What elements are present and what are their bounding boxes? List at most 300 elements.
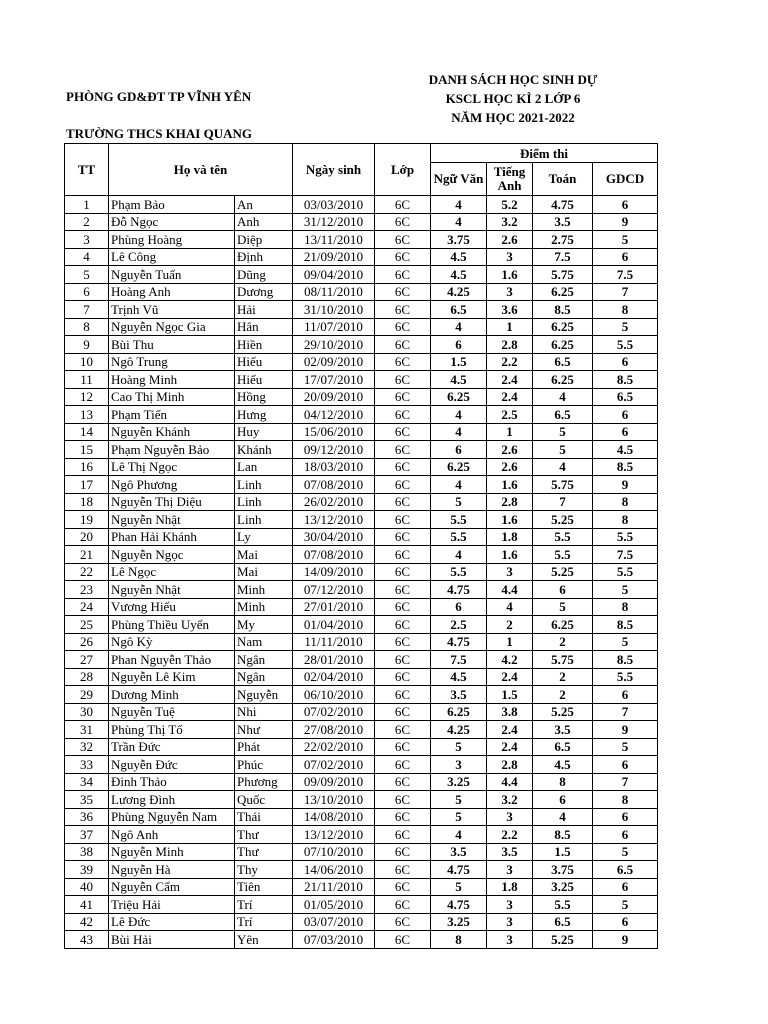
table-row <box>65 703 658 721</box>
table-row <box>65 896 658 914</box>
row-tt: 36 <box>65 808 109 826</box>
row-tt: 37 <box>65 826 109 844</box>
row-given-name: Anh <box>235 213 293 231</box>
row-surname: Nguyễn Minh <box>109 843 235 861</box>
row-class: 6C <box>375 598 431 616</box>
document-title <box>400 70 626 127</box>
table-row <box>65 231 658 249</box>
row-given-name: Trí <box>235 913 293 931</box>
row-score-toan: 5 <box>533 598 593 616</box>
table-row <box>65 598 658 616</box>
row-score-toan: 5.5 <box>533 546 593 564</box>
row-score-gdcd: 7 <box>593 773 658 791</box>
row-score-van: 6.25 <box>431 388 487 406</box>
row-class: 6C <box>375 441 431 459</box>
table-row <box>65 458 658 476</box>
row-class: 6C <box>375 493 431 511</box>
row-tt: 11 <box>65 371 109 389</box>
row-given-name: Nam <box>235 633 293 651</box>
row-score-gdcd: 9 <box>593 476 658 494</box>
row-given-name: Mai <box>235 546 293 564</box>
row-score-van: 4 <box>431 546 487 564</box>
row-score-gdcd: 8 <box>593 598 658 616</box>
row-given-name: Quốc <box>235 791 293 809</box>
row-given-name: Phúc <box>235 756 293 774</box>
row-score-gdcd: 8 <box>593 791 658 809</box>
row-dob: 20/09/2010 <box>293 388 375 406</box>
row-dob: 14/06/2010 <box>293 861 375 879</box>
row-score-toan: 4 <box>533 808 593 826</box>
department-name: PHÒNG GD&ĐT TP VĨNH YÊN <box>66 89 252 104</box>
row-class: 6C <box>375 686 431 704</box>
row-surname: Bùi Hải <box>109 931 235 949</box>
row-score-toan: 5.75 <box>533 651 593 669</box>
row-tt: 15 <box>65 441 109 459</box>
table-row <box>65 266 658 284</box>
row-tt: 19 <box>65 511 109 529</box>
row-score-anh: 3.2 <box>487 213 533 231</box>
row-given-name: Linh <box>235 511 293 529</box>
header-scores: Điểm thi <box>431 144 658 163</box>
row-score-anh: 3 <box>487 931 533 949</box>
row-score-gdcd: 6 <box>593 756 658 774</box>
row-class: 6C <box>375 861 431 879</box>
row-surname: Phùng Thị Tố <box>109 721 235 739</box>
table-row <box>65 301 658 319</box>
table-row <box>65 511 658 529</box>
row-dob: 14/09/2010 <box>293 563 375 581</box>
row-score-anh: 4 <box>487 598 533 616</box>
row-given-name: Ngân <box>235 651 293 669</box>
row-surname: Ngô Kỳ <box>109 633 235 651</box>
row-score-anh: 3 <box>487 913 533 931</box>
student-score-table <box>64 143 658 949</box>
row-class: 6C <box>375 773 431 791</box>
row-score-toan: 6.25 <box>533 336 593 354</box>
table-row <box>65 861 658 879</box>
row-class: 6C <box>375 248 431 266</box>
row-dob: 02/09/2010 <box>293 353 375 371</box>
row-class: 6C <box>375 756 431 774</box>
row-given-name: Ngân <box>235 668 293 686</box>
header-dob: Ngày sinh <box>293 144 375 196</box>
row-given-name: Khánh <box>235 441 293 459</box>
table-row <box>65 738 658 756</box>
row-score-anh: 4.2 <box>487 651 533 669</box>
row-score-toan: 3.25 <box>533 878 593 896</box>
row-tt: 22 <box>65 563 109 581</box>
table-row <box>65 931 658 949</box>
row-class: 6C <box>375 651 431 669</box>
row-tt: 20 <box>65 528 109 546</box>
row-dob: 08/11/2010 <box>293 283 375 301</box>
row-dob: 13/12/2010 <box>293 511 375 529</box>
table-row <box>65 843 658 861</box>
row-class: 6C <box>375 826 431 844</box>
row-given-name: Yên <box>235 931 293 949</box>
row-score-toan: 1.5 <box>533 843 593 861</box>
row-score-van: 6.5 <box>431 301 487 319</box>
row-surname: Phan Hải Khánh <box>109 528 235 546</box>
row-score-toan: 6.5 <box>533 406 593 424</box>
row-dob: 27/01/2010 <box>293 598 375 616</box>
row-score-anh: 1.6 <box>487 476 533 494</box>
header-tt: TT <box>65 144 109 196</box>
row-dob: 07/10/2010 <box>293 843 375 861</box>
row-score-van: 4.75 <box>431 581 487 599</box>
row-score-anh: 3 <box>487 248 533 266</box>
row-class: 6C <box>375 336 431 354</box>
table-row <box>65 686 658 704</box>
row-given-name: Linh <box>235 476 293 494</box>
row-score-anh: 1.5 <box>487 686 533 704</box>
row-tt: 29 <box>65 686 109 704</box>
row-score-gdcd: 6 <box>593 878 658 896</box>
row-surname: Bùi Thu <box>109 336 235 354</box>
row-score-toan: 8.5 <box>533 826 593 844</box>
row-score-toan: 5 <box>533 441 593 459</box>
row-dob: 11/11/2010 <box>293 633 375 651</box>
row-score-toan: 4 <box>533 458 593 476</box>
row-score-toan: 8 <box>533 773 593 791</box>
row-score-anh: 3.8 <box>487 703 533 721</box>
row-surname: Triệu Hải <box>109 896 235 914</box>
row-dob: 18/03/2010 <box>293 458 375 476</box>
row-surname: Trịnh Vũ <box>109 301 235 319</box>
row-score-anh: 2.6 <box>487 231 533 249</box>
row-given-name: Phương <box>235 773 293 791</box>
row-given-name: Mai <box>235 563 293 581</box>
row-class: 6C <box>375 581 431 599</box>
row-score-anh: 1 <box>487 633 533 651</box>
row-dob: 09/09/2010 <box>293 773 375 791</box>
row-score-gdcd: 5 <box>593 843 658 861</box>
title-line-2: KSCL HỌC KÌ 2 LỚP 6 <box>445 91 581 106</box>
row-given-name: Hưng <box>235 406 293 424</box>
row-score-anh: 2.4 <box>487 668 533 686</box>
row-class: 6C <box>375 388 431 406</box>
row-score-anh: 2.2 <box>487 353 533 371</box>
title-line-3: NĂM HỌC 2021-2022 <box>451 110 575 125</box>
row-dob: 01/04/2010 <box>293 616 375 634</box>
row-surname: Ngô Trung <box>109 353 235 371</box>
row-score-gdcd: 6 <box>593 423 658 441</box>
table-body <box>65 196 658 949</box>
row-score-van: 4.75 <box>431 633 487 651</box>
row-given-name: Hân <box>235 318 293 336</box>
row-score-gdcd: 5 <box>593 581 658 599</box>
row-surname: Lê Đức <box>109 913 235 931</box>
row-score-toan: 5.75 <box>533 476 593 494</box>
row-score-toan: 7 <box>533 493 593 511</box>
row-surname: Phạm Tiến <box>109 406 235 424</box>
table-row <box>65 213 658 231</box>
row-score-anh: 2.6 <box>487 441 533 459</box>
row-score-gdcd: 6 <box>593 406 658 424</box>
table-row <box>65 826 658 844</box>
row-score-van: 4 <box>431 406 487 424</box>
row-score-gdcd: 5.5 <box>593 668 658 686</box>
row-score-anh: 2.8 <box>487 493 533 511</box>
row-score-toan: 3.75 <box>533 861 593 879</box>
row-score-anh: 4.4 <box>487 581 533 599</box>
row-given-name: Hải <box>235 301 293 319</box>
row-score-gdcd: 5.5 <box>593 563 658 581</box>
header-name: Họ và tên <box>109 144 293 196</box>
row-score-anh: 1.6 <box>487 546 533 564</box>
row-tt: 31 <box>65 721 109 739</box>
row-score-van: 3.25 <box>431 773 487 791</box>
row-dob: 30/04/2010 <box>293 528 375 546</box>
row-tt: 17 <box>65 476 109 494</box>
table-row <box>65 721 658 739</box>
row-score-gdcd: 6 <box>593 248 658 266</box>
row-given-name: Nguyễn <box>235 686 293 704</box>
row-dob: 13/12/2010 <box>293 826 375 844</box>
row-score-van: 3 <box>431 756 487 774</box>
row-score-gdcd: 7.5 <box>593 266 658 284</box>
row-class: 6C <box>375 738 431 756</box>
title-line-1: DANH SÁCH HỌC SINH DỰ <box>428 72 598 87</box>
row-score-van: 7.5 <box>431 651 487 669</box>
row-score-van: 3.75 <box>431 231 487 249</box>
row-surname: Lê Ngọc <box>109 563 235 581</box>
row-class: 6C <box>375 668 431 686</box>
row-class: 6C <box>375 546 431 564</box>
row-surname: Nguyễn Tuệ <box>109 703 235 721</box>
row-surname: Lê Công <box>109 248 235 266</box>
row-tt: 27 <box>65 651 109 669</box>
row-score-toan: 5.5 <box>533 528 593 546</box>
row-score-toan: 5.25 <box>533 511 593 529</box>
row-score-anh: 3.2 <box>487 791 533 809</box>
row-score-van: 5 <box>431 493 487 511</box>
row-dob: 07/02/2010 <box>293 756 375 774</box>
row-score-gdcd: 8.5 <box>593 651 658 669</box>
row-given-name: Thư <box>235 826 293 844</box>
row-tt: 28 <box>65 668 109 686</box>
row-score-anh: 3 <box>487 896 533 914</box>
row-class: 6C <box>375 808 431 826</box>
row-dob: 22/02/2010 <box>293 738 375 756</box>
row-tt: 41 <box>65 896 109 914</box>
row-score-van: 4.25 <box>431 721 487 739</box>
row-score-van: 5 <box>431 878 487 896</box>
row-class: 6C <box>375 931 431 949</box>
row-score-van: 8 <box>431 931 487 949</box>
row-score-gdcd: 8.5 <box>593 371 658 389</box>
row-given-name: Dương <box>235 283 293 301</box>
row-dob: 03/03/2010 <box>293 196 375 214</box>
row-tt: 38 <box>65 843 109 861</box>
row-tt: 32 <box>65 738 109 756</box>
row-surname: Nguyễn Nhật <box>109 511 235 529</box>
row-surname: Phùng Hoàng <box>109 231 235 249</box>
row-score-toan: 6.25 <box>533 616 593 634</box>
row-tt: 3 <box>65 231 109 249</box>
row-dob: 09/12/2010 <box>293 441 375 459</box>
row-score-gdcd: 7 <box>593 283 658 301</box>
row-tt: 13 <box>65 406 109 424</box>
row-class: 6C <box>375 371 431 389</box>
row-score-anh: 3 <box>487 283 533 301</box>
row-given-name: Trí <box>235 896 293 914</box>
row-score-toan: 5.25 <box>533 703 593 721</box>
row-surname: Nguyễn Lê Kim <box>109 668 235 686</box>
row-tt: 5 <box>65 266 109 284</box>
row-given-name: Thư <box>235 843 293 861</box>
row-given-name: Minh <box>235 581 293 599</box>
table-row <box>65 633 658 651</box>
row-score-toan: 4.75 <box>533 196 593 214</box>
row-given-name: Hiếu <box>235 353 293 371</box>
row-surname: Hoàng Anh <box>109 283 235 301</box>
row-tt: 14 <box>65 423 109 441</box>
table-row <box>65 406 658 424</box>
row-score-gdcd: 7.5 <box>593 546 658 564</box>
header-van: Ngữ Văn <box>431 163 487 196</box>
row-score-toan: 6.25 <box>533 283 593 301</box>
row-score-van: 2.5 <box>431 616 487 634</box>
row-tt: 18 <box>65 493 109 511</box>
row-score-gdcd: 9 <box>593 721 658 739</box>
row-tt: 24 <box>65 598 109 616</box>
row-score-van: 3.25 <box>431 913 487 931</box>
row-score-toan: 2 <box>533 633 593 651</box>
row-score-toan: 3.5 <box>533 721 593 739</box>
row-tt: 26 <box>65 633 109 651</box>
row-score-van: 5.5 <box>431 563 487 581</box>
row-score-gdcd: 5 <box>593 318 658 336</box>
row-surname: Ngô Phương <box>109 476 235 494</box>
row-score-gdcd: 6 <box>593 826 658 844</box>
table-row <box>65 528 658 546</box>
row-score-gdcd: 5 <box>593 633 658 651</box>
table-row <box>65 773 658 791</box>
row-tt: 4 <box>65 248 109 266</box>
row-score-van: 4 <box>431 423 487 441</box>
row-class: 6C <box>375 318 431 336</box>
row-score-anh: 2.8 <box>487 336 533 354</box>
table-row <box>65 371 658 389</box>
row-score-van: 4 <box>431 318 487 336</box>
row-dob: 07/02/2010 <box>293 703 375 721</box>
row-surname: Đỗ Ngọc <box>109 213 235 231</box>
row-score-gdcd: 9 <box>593 213 658 231</box>
row-dob: 07/03/2010 <box>293 931 375 949</box>
row-score-gdcd: 8 <box>593 511 658 529</box>
row-surname: Nguyễn Hà <box>109 861 235 879</box>
row-surname: Trần Đức <box>109 738 235 756</box>
header-toan: Toán <box>533 163 593 196</box>
row-given-name: Minh <box>235 598 293 616</box>
row-surname: Hoàng Minh <box>109 371 235 389</box>
row-class: 6C <box>375 301 431 319</box>
row-tt: 39 <box>65 861 109 879</box>
table-row <box>65 388 658 406</box>
row-score-toan: 6 <box>533 581 593 599</box>
row-score-toan: 6.5 <box>533 913 593 931</box>
row-score-gdcd: 5 <box>593 231 658 249</box>
row-score-van: 6 <box>431 336 487 354</box>
row-tt: 10 <box>65 353 109 371</box>
row-score-anh: 1 <box>487 423 533 441</box>
row-surname: Đinh Thảo <box>109 773 235 791</box>
row-score-van: 6 <box>431 441 487 459</box>
row-score-gdcd: 6.5 <box>593 388 658 406</box>
row-score-gdcd: 5.5 <box>593 528 658 546</box>
row-score-gdcd: 9 <box>593 931 658 949</box>
table-row <box>65 756 658 774</box>
row-dob: 29/10/2010 <box>293 336 375 354</box>
table-row <box>65 651 658 669</box>
row-score-anh: 5.2 <box>487 196 533 214</box>
row-score-van: 4 <box>431 196 487 214</box>
row-class: 6C <box>375 196 431 214</box>
table-row <box>65 441 658 459</box>
row-score-anh: 1.6 <box>487 266 533 284</box>
row-score-toan: 5 <box>533 423 593 441</box>
row-score-toan: 5.25 <box>533 931 593 949</box>
row-score-van: 3.5 <box>431 686 487 704</box>
row-surname: Nguyễn Nhật <box>109 581 235 599</box>
row-tt: 9 <box>65 336 109 354</box>
row-tt: 34 <box>65 773 109 791</box>
table-row <box>65 318 658 336</box>
row-score-anh: 2.4 <box>487 371 533 389</box>
row-score-anh: 2.8 <box>487 756 533 774</box>
row-surname: Nguyễn Ngọc <box>109 546 235 564</box>
table-row <box>65 913 658 931</box>
row-class: 6C <box>375 476 431 494</box>
row-score-gdcd: 6 <box>593 808 658 826</box>
row-score-van: 6 <box>431 598 487 616</box>
row-dob: 26/02/2010 <box>293 493 375 511</box>
row-dob: 01/05/2010 <box>293 896 375 914</box>
row-given-name: Ly <box>235 528 293 546</box>
row-surname: Phan Nguyễn Thảo <box>109 651 235 669</box>
table-row <box>65 423 658 441</box>
row-score-gdcd: 8 <box>593 301 658 319</box>
row-tt: 23 <box>65 581 109 599</box>
row-dob: 13/11/2010 <box>293 231 375 249</box>
row-score-toan: 4.5 <box>533 756 593 774</box>
row-tt: 2 <box>65 213 109 231</box>
row-given-name: Diệp <box>235 231 293 249</box>
row-dob: 15/06/2010 <box>293 423 375 441</box>
row-given-name: Lan <box>235 458 293 476</box>
row-dob: 27/08/2010 <box>293 721 375 739</box>
table-row <box>65 248 658 266</box>
row-given-name: Thái <box>235 808 293 826</box>
row-tt: 43 <box>65 931 109 949</box>
row-score-anh: 2.4 <box>487 721 533 739</box>
row-dob: 13/10/2010 <box>293 791 375 809</box>
row-score-anh: 2 <box>487 616 533 634</box>
row-surname: Dương Minh <box>109 686 235 704</box>
row-score-toan: 7.5 <box>533 248 593 266</box>
row-class: 6C <box>375 213 431 231</box>
row-score-gdcd: 6 <box>593 913 658 931</box>
row-dob: 03/07/2010 <box>293 913 375 931</box>
row-score-van: 5 <box>431 791 487 809</box>
row-score-van: 4.5 <box>431 668 487 686</box>
row-class: 6C <box>375 843 431 861</box>
row-surname: Phạm Nguyễn Bảo <box>109 441 235 459</box>
row-score-gdcd: 7 <box>593 703 658 721</box>
row-tt: 12 <box>65 388 109 406</box>
row-given-name: Linh <box>235 493 293 511</box>
